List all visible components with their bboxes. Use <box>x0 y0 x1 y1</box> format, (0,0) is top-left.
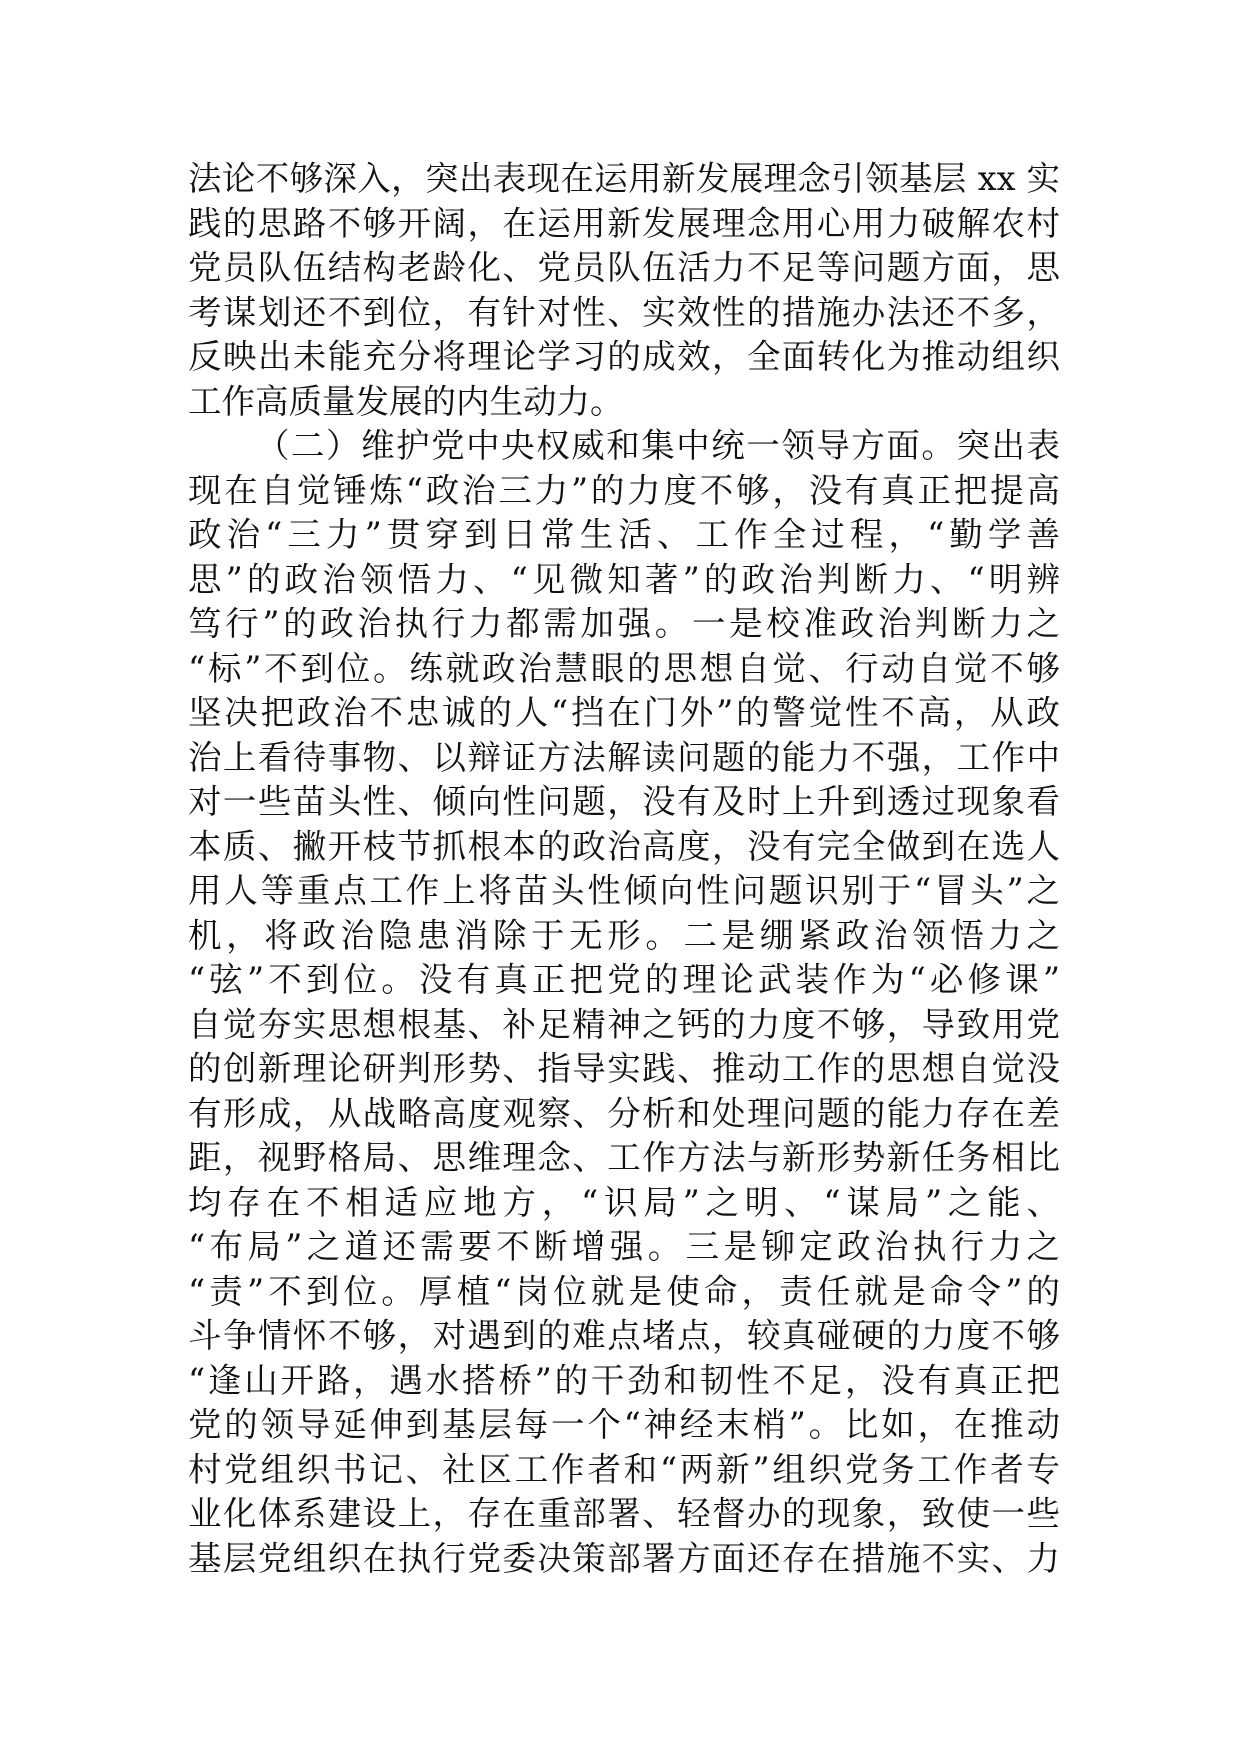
text-line: 本质、撇开枝节抓根本的政治高度，没有完全做到在选人 <box>188 826 1060 866</box>
text-line: “逢山开路，遇水搭桥”的干劲和韧性不足，没有真正把 <box>188 1360 1060 1400</box>
text-line: 法论不够深入，突出表现在运用新发展理念引领基层 xx 实 <box>188 159 1060 198</box>
text-line: 用人等重点工作上将苗头性倾向性问题识别于“冒头”之 <box>188 871 1060 910</box>
text-line: 自觉夯实思想根基、补足精神之钙的力度不够，导致用党 <box>188 1004 1060 1044</box>
text-line: 现在自觉锤炼“政治三力”的力度不够，没有真正把提高 <box>188 470 1060 510</box>
text-line: 基层党组织在执行党委决策部署方面还存在措施不实、力 <box>188 1538 1060 1578</box>
text-line: 政治“三力”贯穿到日常生活、工作全过程，“勤学善 <box>188 515 1060 554</box>
text-line: 对一些苗头性、倾向性问题，没有及时上升到透过现象看 <box>188 782 1060 821</box>
text-line: 党的领导延伸到基层每一个“神经末梢”。比如，在推动 <box>188 1405 1060 1444</box>
text-line: 考谋划还不到位，有针对性、实效性的措施办法还不多， <box>188 292 1060 332</box>
text-line: 反映出未能充分将理论学习的成效，全面转化为推动组织 <box>188 337 1060 376</box>
text-line: 践的思路不够开阔，在运用新发展理念用心用力破解农村 <box>188 203 1060 243</box>
text-line: 距，视野格局、思维理念、工作方法与新形势新任务相比 <box>188 1138 1060 1177</box>
text-line: “标”不到位。练就政治慧眼的思想自觉、行动自觉不够 <box>188 648 1060 688</box>
text-line: 有形成，从战略高度观察、分析和处理问题的能力存在差 <box>188 1093 1060 1133</box>
text-line: “弦”不到位。没有真正把党的理论武装作为“必修课” <box>188 960 1060 999</box>
document-body <box>188 157 1060 1581</box>
text-line: 党员队伍结构老龄化、党员队伍活力不足等问题方面，思 <box>188 248 1060 287</box>
section-heading-line: （二）维护党中央权威和集中统一领导方面。突出表 <box>256 426 1060 465</box>
text-line: 机，将政治隐患消除于无形。二是绷紧政治领悟力之 <box>188 915 1060 955</box>
text-line: 的创新理论研判形势、指导实践、推动工作的思想自觉没 <box>188 1049 1060 1088</box>
text-line: 斗争情怀不够，对遇到的难点堵点，较真碰硬的力度不够 <box>188 1316 1060 1355</box>
text-line: 坚决把政治不忠诚的人“挡在门外”的警觉性不高，从政 <box>188 693 1060 732</box>
text-line: 笃行”的政治执行力都需加强。一是校准政治判断力之 <box>188 604 1060 643</box>
text-line: 均存在不相适应地方，“识局”之明、“谋局”之能、 <box>188 1182 1060 1222</box>
text-line: 村党组织书记、社区工作者和“两新”组织党务工作者专 <box>188 1449 1060 1489</box>
text-line: 治上看待事物、以辩证方法解读问题的能力不强，工作中 <box>188 737 1060 777</box>
text-line: 工作高质量发展的内生动力。 <box>188 381 624 421</box>
text-line: “责”不到位。厚植“岗位就是使命，责任就是命令”的 <box>188 1271 1060 1311</box>
text-line: 业化体系建设上，存在重部署、轻督办的现象，致使一些 <box>188 1494 1060 1533</box>
text-line: 思”的政治领悟力、“见微知著”的政治判断力、“明辨 <box>188 559 1060 599</box>
text-line: “布局”之道还需要不断增强。三是铆定政治执行力之 <box>188 1227 1060 1266</box>
